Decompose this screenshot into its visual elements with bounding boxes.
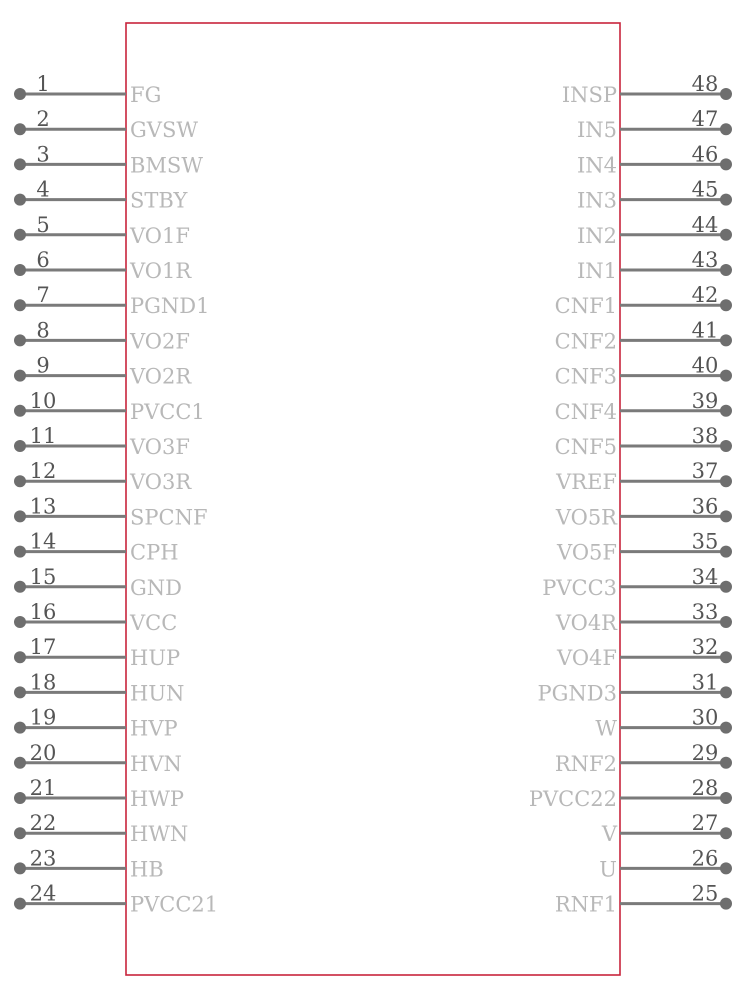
pin-endpoint: [720, 88, 732, 100]
pin-name-label: VO3R: [130, 470, 192, 495]
pin-name-label: PVCC1: [130, 399, 205, 424]
pin-number: 30: [691, 705, 719, 730]
pin-44: [577, 213, 732, 248]
pin-name-label: U: [599, 857, 617, 882]
pin-endpoint: [14, 757, 26, 769]
pin-endpoint: [14, 651, 26, 663]
pin-endpoint: [14, 440, 26, 452]
pin-36: [555, 494, 732, 529]
pin-endpoint: [14, 475, 26, 487]
pin-21: [14, 776, 184, 811]
pin-endpoint: [720, 194, 732, 206]
pin-endpoint: [720, 581, 732, 593]
pin-name-label: W: [595, 716, 617, 741]
pin-5: [14, 213, 190, 248]
pin-number: 2: [36, 107, 50, 132]
pin-number: 37: [691, 459, 719, 484]
pin-29: [555, 741, 732, 776]
pin-name-label: CNF3: [554, 364, 617, 389]
pin-16: [14, 600, 177, 635]
pin-name-label: IN3: [576, 188, 617, 213]
pin-name-label: CNF5: [554, 435, 617, 459]
pin-endpoint: [720, 722, 732, 734]
pin-number: 43: [691, 248, 719, 272]
pin-30: [595, 706, 732, 741]
pin-number: 3: [36, 142, 50, 167]
pin-18: [14, 670, 184, 705]
pin-43: [577, 248, 732, 283]
pin-name-label: RNF1: [554, 892, 617, 917]
pin-endpoint: [720, 405, 732, 417]
pin-40: [555, 354, 732, 389]
pin-number: 17: [29, 635, 57, 660]
pin-number: 10: [29, 388, 57, 413]
pin-number: 41: [691, 318, 719, 343]
pin-number: 14: [29, 529, 57, 554]
pin-1: [14, 72, 161, 107]
pin-number: 11: [29, 424, 57, 448]
pin-number: 47: [691, 107, 719, 132]
pin-endpoint: [720, 229, 732, 241]
pin-name-label: CNF1: [554, 294, 617, 319]
pin-endpoint: [720, 264, 732, 276]
left-pin-group: [14, 72, 218, 917]
pin-number: 32: [691, 635, 719, 660]
pin-name-label: HUN: [130, 681, 185, 706]
pin-23: [14, 846, 164, 881]
pin-20: [14, 741, 182, 776]
pin-name-label: VO4R: [555, 611, 617, 635]
pin-endpoint: [14, 898, 26, 910]
pin-3: [14, 142, 203, 177]
pin-name-label: VREF: [556, 470, 617, 495]
pin-endpoint: [14, 616, 26, 628]
pin-name-label: HWN: [130, 822, 189, 847]
pin-name-label: HB: [130, 857, 164, 882]
pin-name-label: PVCC21: [130, 892, 219, 917]
pin-7: [14, 283, 209, 318]
pin-number: 45: [691, 177, 719, 202]
pin-41: [555, 318, 732, 353]
pin-number: 39: [691, 388, 719, 413]
pin-name-label: IN1: [576, 259, 617, 283]
pin-endpoint: [14, 88, 26, 100]
pin-endpoint: [14, 299, 26, 311]
pin-name-label: SPCNF: [130, 505, 208, 530]
pin-name-label: IN2: [576, 223, 617, 248]
pin-number: 6: [36, 248, 50, 272]
right-pin-group: [529, 72, 732, 917]
pin-name-label: FG: [130, 83, 162, 107]
pin-number: 48: [691, 72, 719, 96]
pin-endpoint: [14, 229, 26, 241]
pin-endpoint: [14, 370, 26, 382]
pin-endpoint: [720, 898, 732, 910]
pin-42: [555, 283, 732, 318]
pin-endpoint: [720, 334, 732, 346]
pin-name-label: CNF4: [554, 399, 617, 424]
pin-15: [14, 565, 182, 600]
pin-name-label: STBY: [130, 188, 188, 213]
pin-number: 4: [36, 177, 50, 202]
pin-name-label: IN4: [576, 153, 617, 178]
pin-number: 27: [691, 811, 719, 836]
pin-name-label: HVP: [130, 716, 178, 741]
pin-name-label: VO3F: [130, 435, 190, 459]
pin-endpoint: [720, 299, 732, 311]
pin-endpoint: [14, 158, 26, 170]
pin-endpoint: [720, 616, 732, 628]
pin-endpoint: [720, 686, 732, 698]
pin-number: 29: [691, 740, 719, 765]
pin-35: [556, 530, 732, 565]
pin-19: [14, 706, 178, 741]
pin-number: 35: [691, 529, 719, 554]
pin-number: 12: [29, 459, 57, 484]
pin-46: [577, 142, 732, 177]
pin-number: 36: [691, 494, 719, 519]
pin-number: 16: [29, 600, 57, 624]
pin-number: 38: [691, 424, 719, 448]
pin-endpoint: [720, 757, 732, 769]
pin-number: 33: [691, 600, 719, 624]
pin-number: 13: [29, 494, 57, 519]
pin-endpoint: [14, 792, 26, 804]
pin-endpoint: [720, 510, 732, 522]
pin-name-label: GND: [130, 575, 182, 600]
pin-38: [555, 424, 732, 459]
pin-39: [555, 389, 732, 424]
pin-9: [14, 354, 192, 389]
pin-8: [14, 318, 190, 353]
pin-endpoint: [14, 686, 26, 698]
pin-number: 44: [691, 212, 719, 237]
pin-name-label: PGND1: [130, 294, 210, 319]
pin-endpoint: [720, 651, 732, 663]
pin-number: 9: [36, 353, 50, 378]
pin-13: [14, 494, 208, 529]
pin-endpoint: [14, 722, 26, 734]
pin-number: 25: [691, 881, 719, 906]
pin-number: 8: [36, 318, 50, 343]
pin-name-label: CPH: [130, 540, 179, 565]
pin-number: 22: [29, 811, 57, 836]
pin-28: [529, 776, 732, 811]
pin-name-label: VO4F: [557, 646, 617, 671]
pin-endpoint: [720, 792, 732, 804]
pin-name-label: HUP: [130, 646, 181, 671]
pin-name-label: PVCC3: [542, 575, 617, 600]
pin-48: [562, 72, 732, 107]
pin-number: 20: [29, 740, 57, 765]
pin-name-label: INSP: [561, 83, 617, 107]
pin-number: 34: [691, 564, 719, 589]
pin-45: [577, 178, 732, 213]
pin-endpoint: [14, 510, 26, 522]
pin-name-label: VO2F: [130, 329, 190, 354]
pin-17: [14, 635, 180, 670]
pin-name-label: VO1R: [130, 259, 192, 283]
pin-endpoint: [14, 862, 26, 874]
pin-33: [555, 600, 732, 635]
pin-endpoint: [720, 123, 732, 135]
pin-name-label: HVN: [130, 751, 182, 776]
pin-name-label: BMSW: [130, 153, 203, 178]
pin-number: 40: [691, 353, 719, 378]
pin-endpoint: [14, 827, 26, 839]
pin-number: 24: [29, 881, 57, 906]
pin-endpoint: [720, 862, 732, 874]
pin-number: 18: [29, 670, 57, 695]
pin-name-label: VO5F: [557, 540, 617, 565]
pin-number: 19: [29, 705, 57, 730]
pin-name-label: V: [601, 822, 617, 847]
pin-name-label: RNF2: [554, 751, 617, 776]
pin-endpoint: [14, 123, 26, 135]
pin-endpoint: [720, 158, 732, 170]
pin-24: [14, 882, 218, 917]
pin-endpoint: [720, 475, 732, 487]
pin-number: 5: [36, 212, 50, 237]
pin-endpoint: [14, 194, 26, 206]
pin-31: [538, 670, 732, 705]
pin-number: 42: [691, 283, 719, 308]
pin-name-label: VO2R: [130, 364, 192, 389]
pin-37: [555, 459, 732, 494]
pin-12: [14, 459, 192, 494]
pin-number: 21: [29, 776, 57, 800]
pin-name-label: VCC: [130, 611, 178, 635]
pin-number: 7: [36, 283, 50, 308]
pin-11: [14, 424, 190, 459]
pin-endpoint: [720, 546, 732, 558]
pin-name-label: IN5: [576, 118, 617, 143]
pin-14: [14, 530, 179, 565]
pin-endpoint: [14, 334, 26, 346]
pin-endpoint: [720, 827, 732, 839]
pin-name-label: VO5R: [555, 505, 617, 530]
pin-name-label: CNF2: [554, 329, 617, 354]
pin-number: 23: [29, 846, 57, 871]
pin-2: [14, 107, 198, 142]
pin-endpoint: [14, 546, 26, 558]
pin-name-label: PVCC22: [528, 787, 617, 811]
pin-endpoint: [14, 264, 26, 276]
pin-name-label: VO1F: [130, 223, 190, 248]
pin-number: 28: [691, 776, 719, 800]
pin-endpoint: [720, 440, 732, 452]
pin-name-label: HWP: [130, 787, 185, 811]
pin-number: 31: [691, 670, 719, 695]
pin-32: [556, 635, 732, 670]
pin-endpoint: [14, 581, 26, 593]
pin-6: [14, 248, 192, 283]
pin-number: 26: [691, 846, 719, 871]
pin-10: [14, 389, 205, 424]
pin-number: 46: [691, 142, 719, 167]
pin-name-label: GVSW: [130, 118, 198, 143]
pin-25: [555, 882, 732, 917]
pin-34: [542, 565, 732, 600]
pin-endpoint: [720, 370, 732, 382]
pin-4: [14, 178, 188, 213]
pin-endpoint: [14, 405, 26, 417]
pin-47: [577, 107, 732, 142]
pin-22: [14, 811, 188, 846]
pin-number: 1: [36, 72, 50, 96]
pin-name-label: PGND3: [537, 681, 617, 706]
pin-number: 15: [29, 564, 57, 589]
